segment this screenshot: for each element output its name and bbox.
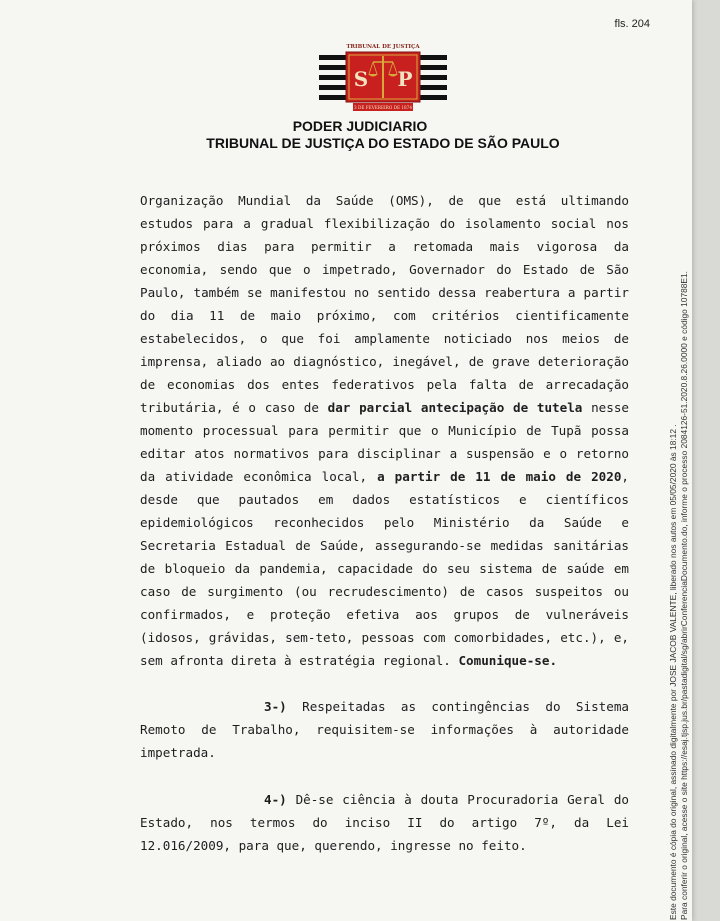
- emblem-top-text: TRIBUNAL DE JUSTIÇA: [346, 44, 420, 50]
- emblem-bottom-text: 3 DE FEVEREIRO DE 1874: [354, 105, 412, 110]
- paragraph-main-part-e: , desde que pautados em dados estatísticos e científicos epidemiológicos reconhecidos pelo Ministério da Saúde e Secretaria Estadual de Saúde, assegurando-se medidas sanitárias de bloqueio da pandemia, capacidade do seu sistema de saúde em caso de surgimento (ou recrudescimento) de casos suspeitos ou confirmados, e proteção efetiva aos grupos de vulneráveis (idosos, grávidas, sem-teto, pessoas com comorbidades, etc.), e, sem afronta direta à estratégia regional.: [140, 469, 629, 668]
- signature-note-line-1: Este documento é cópia do original, assinado digitalmente por JOSE JACOB VALENTE, liberado nos autos em 05/05/2020 às 18:12 .: [668, 424, 678, 920]
- item-3-text: Respeitadas as contingências do Sistema Remoto de Trabalho, requisitem-se informações à autoridade impetrada.: [140, 699, 629, 760]
- paragraph-main-part-c: nesse momento processual para permitir que o Município de Tupã possa editar atos normativos para disciplinar a suspensão e o retorno da atividade econômica local,: [140, 400, 629, 484]
- bold-date: a partir de 11 de maio de 2020: [377, 469, 622, 484]
- paragraph-main-part-a: Organização Mundial da Saúde (OMS), de que está ultimando estudos para a gradual flexibilização do isolamento social nos próximos dias para permitir a retomada mais vigorosa da economia, sendo que o impetrado, Governador do Estado de São Paulo, também se manifestou no sentido dessa reabertura a partir do dia 11 de maio próximo, com critérios cientificamente estabelecidos, o que foi amplamente noticiado nos meios de imprensa, aliado ao diagnóstico, inegável, de grave deterioração de economias dos entes federativos pela falta de arrecadação tributária, é o caso de: [140, 193, 629, 415]
- digital-signature-note: [668, 160, 690, 920]
- court-emblem: [319, 40, 447, 116]
- header-line-1: PODER JUDICIARIO: [292, 118, 428, 134]
- emblem-letter-p: P: [397, 67, 413, 91]
- bold-comunique: Comunique-se.: [458, 653, 558, 668]
- paragraph-item-3: [140, 695, 629, 764]
- paragraph-item-4: [140, 788, 629, 857]
- coat-of-arms-icon: [319, 40, 447, 116]
- paragraph-main: [140, 189, 629, 672]
- emblem-letter-s: S: [353, 67, 369, 91]
- item-3-number: 3-): [264, 699, 287, 714]
- item-4-number: 4-): [264, 792, 287, 807]
- sheet-number: fls. 204: [614, 18, 650, 30]
- signature-note-line-2: Para conferir o original, acesse o site https://esaj.tjsp.jus.br/pastadigital/sg/abrirConferenciaDocumento.do, informe o processo 2084126-51.2020.8.26.0000 e código 10788E1.: [679, 271, 689, 920]
- header-line-2: TRIBUNAL DE JUSTIÇA DO ESTADO DE SÃO PAULO: [206, 135, 560, 151]
- bold-partial-tutela: dar parcial antecipação de tutela: [327, 400, 583, 415]
- item-4-text: Dê-se ciência à douta Procuradoria Geral do Estado, nos termos do inciso II do artigo 7º, da Lei 12.016/2009, para que, querendo, ingresse no feito.: [140, 792, 629, 853]
- decision-body: [140, 189, 629, 857]
